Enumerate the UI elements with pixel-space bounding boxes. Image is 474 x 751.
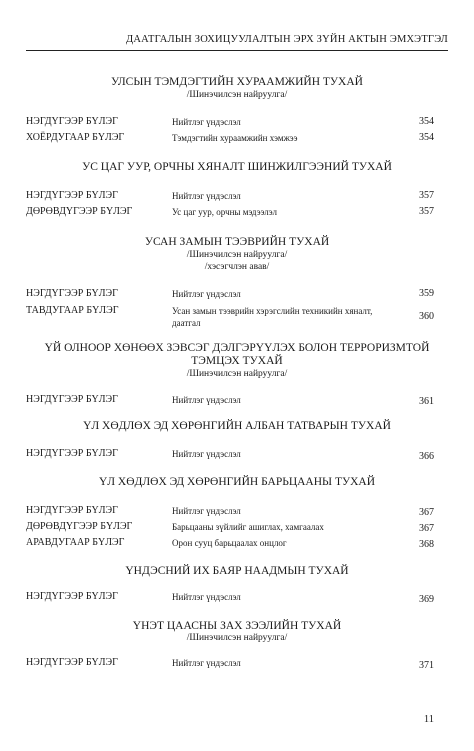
chapter-description: Нийтлэг үндэслэл <box>172 289 241 299</box>
chapter-label: НЭГДҮГЭЭР БҮЛЭГ <box>26 116 118 127</box>
chapter-label: ТАВДУГААР БҮЛЭГ <box>26 305 119 316</box>
page-ref: 371 <box>419 660 434 671</box>
section-title: ҮНЭТ ЦААСНЫ ЗАХ ЗЭЭЛИЙН ТУХАЙ <box>132 620 342 632</box>
chapter-label: НЭГДҮГЭЭР БҮЛЭГ <box>26 190 118 201</box>
page-ref: 354 <box>419 132 434 143</box>
chapter-description: Нийтлэг үндэслэл <box>172 449 241 459</box>
chapter-description: Нийтлэг үндэслэл <box>172 506 241 516</box>
chapter-description: Нийтлэг үндэслэл <box>172 117 241 127</box>
page-ref: 360 <box>419 311 434 322</box>
section-subtitle: /Шинэчилсэн найруулга/ <box>186 90 288 100</box>
chapter-label: НЭГДҮГЭЭР БҮЛЭГ <box>26 448 118 459</box>
section-title: УЛСЫН ТЭМДЭГТИЙН ХУРААМЖИЙН ТУХАЙ <box>111 76 363 88</box>
section-title: ҮНДЭСНИЙ ИХ БАЯР НААДМЫН ТУХАЙ <box>125 565 349 577</box>
chapter-label: НЭГДҮГЭЭР БҮЛЭГ <box>26 394 118 405</box>
chapter-label: НЭГДҮГЭЭР БҮЛЭГ <box>26 505 118 516</box>
chapter-label: ДӨРӨВДҮГЭЭР БҮЛЭГ <box>26 206 133 217</box>
section-title: ҮЙ ОЛНООР ХӨНӨӨХ ЗЭВСЭГ ДЭЛГЭРҮҮЛЭХ БОЛОН ТЕРРОРИЗМТОЙ ТЭМЦЭХ ТУХАЙ <box>44 342 430 367</box>
section-subtitle: /Шинэчилсэн найруулга/ <box>186 250 288 260</box>
page-ref: 357 <box>419 190 434 201</box>
page-ref: 368 <box>419 539 434 550</box>
chapter-description: Усан замын тээврийн хэрэгслийн техникийн хяналт, даатгал <box>172 306 373 328</box>
page-number: 11 <box>423 714 434 725</box>
chapter-label: ХОЁРДУГААР БҮЛЭГ <box>26 132 125 143</box>
chapter-label: ДӨРӨВДҮГЭЭР БҮЛЭГ <box>26 521 133 532</box>
page-ref: 359 <box>419 288 434 299</box>
chapter-description: Орон сууц барьцаалах онцлог <box>172 538 287 548</box>
chapter-description: Барьцааны зүйлийг ашиглах, хамгаалах <box>172 522 324 532</box>
chapter-label: НЭГДҮГЭЭР БҮЛЭГ <box>26 288 118 299</box>
chapter-description: Ус цаг уур, орчны мэдээлэл <box>172 207 277 217</box>
page-ref: 361 <box>419 396 434 407</box>
chapter-label: НЭГДҮГЭЭР БҮЛЭГ <box>26 657 118 668</box>
section-title: ҮЛ ХӨДЛӨХ ЭД ХӨРӨНГИЙН АЛБАН ТАТВАРЫН ТУХАЙ <box>83 420 391 432</box>
section-subtitle: /Шинэчилсэн найруулга/ <box>186 369 288 379</box>
chapter-description: Нийтлэг үндэслэл <box>172 658 241 668</box>
section-title: УСАН ЗАМЫН ТЭЭВРИЙН ТУХАЙ <box>144 236 330 248</box>
chapter-label: НЭГДҮГЭЭР БҮЛЭГ <box>26 591 118 602</box>
page-ref: 354 <box>419 116 434 127</box>
header-rule <box>26 50 448 51</box>
chapter-label: АРАВДУГААР БҮЛЭГ <box>26 537 125 548</box>
page-ref: 367 <box>419 523 434 534</box>
section-title: УС ЦАГ УУР, ОРЧНЫ ХЯНАЛТ ШИНЖИЛГЭЭНИЙ ТУХАЙ <box>82 161 392 173</box>
page-ref: 357 <box>419 206 434 217</box>
chapter-description: Тэмдэгтийн хураамжийн хэмжээ <box>172 133 298 143</box>
section-subtitle: /Шинэчилсэн найруулга/ <box>186 633 288 643</box>
section-title: ҮЛ ХӨДЛӨХ ЭД ХӨРӨНГИЙН БАРЬЦААНЫ ТУХАЙ <box>98 476 376 488</box>
chapter-description: Нийтлэг үндэслэл <box>172 191 241 201</box>
section-subtitle: /хэсэгчлэн авав/ <box>204 262 270 272</box>
chapter-description: Нийтлэг үндэслэл <box>172 395 241 405</box>
page-ref: 367 <box>419 507 434 518</box>
running-header: ДААТГАЛЫН ЗОХИЦУУЛАЛТЫН ЭРХ ЗҮЙН АКТЫН ЭМХЭТГЭЛ <box>125 34 448 45</box>
page-ref: 369 <box>419 594 434 605</box>
chapter-description: Нийтлэг үндэслэл <box>172 592 241 602</box>
page-ref: 366 <box>419 451 434 462</box>
